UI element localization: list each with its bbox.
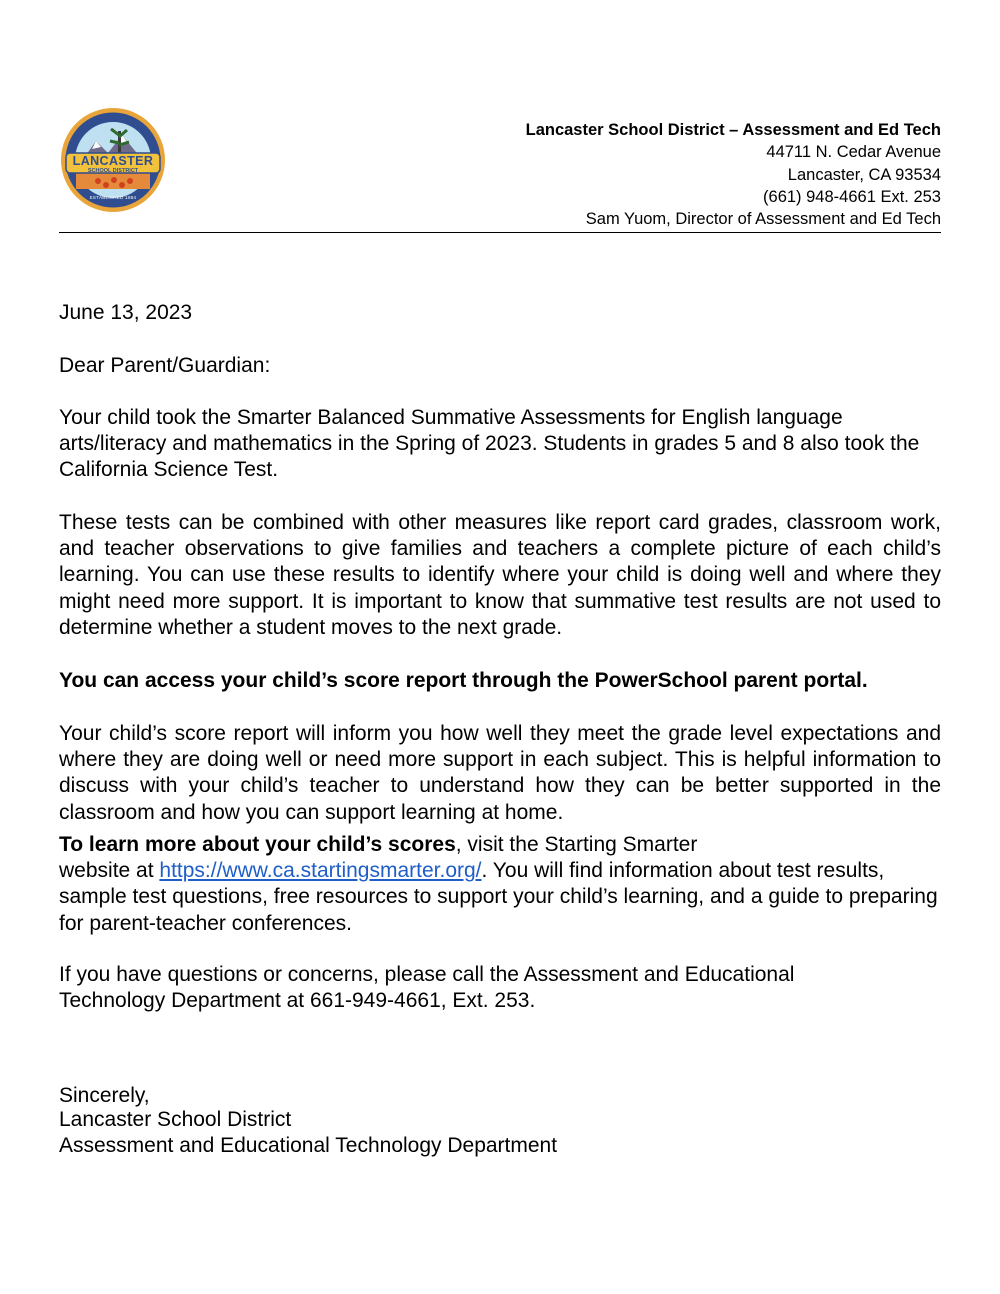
header-divider <box>59 232 941 233</box>
paragraph-powerschool-access: You can access your child’s score report through the PowerSchool parent portal. <box>59 669 868 692</box>
learn-more-text-a: , visit the Starting Smarter <box>455 833 698 856</box>
letterhead-org: Lancaster School District – Assessment and Ed Tech <box>525 121 941 139</box>
closing: Sincerely, <box>59 1084 150 1107</box>
learn-more-bold: To learn more about your child’s scores <box>59 833 456 856</box>
paragraph-tests-taken: Your child took the Smarter Balanced Summative Assessments for English language arts/literacy and mathematics in the Spring of 2023. Students in grades 5 and 8 also took the California Science Test. <box>59 406 920 482</box>
signature-line-1: Lancaster School District <box>59 1108 292 1131</box>
paragraph-questions <box>59 962 941 1014</box>
starting-smarter-link[interactable]: https://www.ca.startingsmarter.org/ <box>159 859 482 883</box>
paragraph-score-report: Your child’s score report will inform you how well they meet the grade level expectations and where they are doing well or need more support in each subject. This is helpful information to discuss with your child’s teacher to understand how they can be better supported in the classroom and how you can support learning at home. <box>59 722 941 824</box>
logo-name: LANCASTER <box>72 154 154 168</box>
letterhead-address1: 44711 N. Cedar Avenue <box>766 143 941 162</box>
letterhead <box>526 119 941 230</box>
logo-subtitle: SCHOOL DISTRICT <box>87 168 139 174</box>
signature-block <box>59 1107 941 1159</box>
signature-line-2: Assessment and Educational Technology Department <box>59 1134 558 1158</box>
learn-more-text-b: website at <box>59 859 160 883</box>
questions-line-1: If you have questions or concerns, please call the Assessment and Educational <box>59 963 795 986</box>
letter-date: June 13, 2023 <box>59 301 193 324</box>
paragraph-learn-more <box>59 832 941 937</box>
letterhead-address2: Lancaster, CA 93534 <box>787 165 941 184</box>
salutation: Dear Parent/Guardian: <box>59 354 271 377</box>
questions-line-2: Technology Department at 661-949-4661, Ext. 253. <box>59 989 536 1013</box>
letterhead-contact: Sam Yuom, Director of Assessment and Ed Tech <box>585 210 941 229</box>
letterhead-phone: (661) 948-4661 Ext. 253 <box>763 187 941 206</box>
paragraph-combined-measures: These tests can be combined with other measures like report card grades, classroom work, and teacher observations to give families and teachers a complete picture of each child’s learning. You can use these results to identify where your child is doing well and where they might need more support. It is important to know that summative test results are not used to determine whether a student moves to the next grade. <box>59 511 941 639</box>
logo-established: ESTABLISHED 1884 <box>89 195 137 200</box>
learn-more-text-c: . You will find information about test results, sample test questions, free resources to support your child’s learning, and a guide to preparing for parent-teacher conferences. <box>59 859 938 935</box>
